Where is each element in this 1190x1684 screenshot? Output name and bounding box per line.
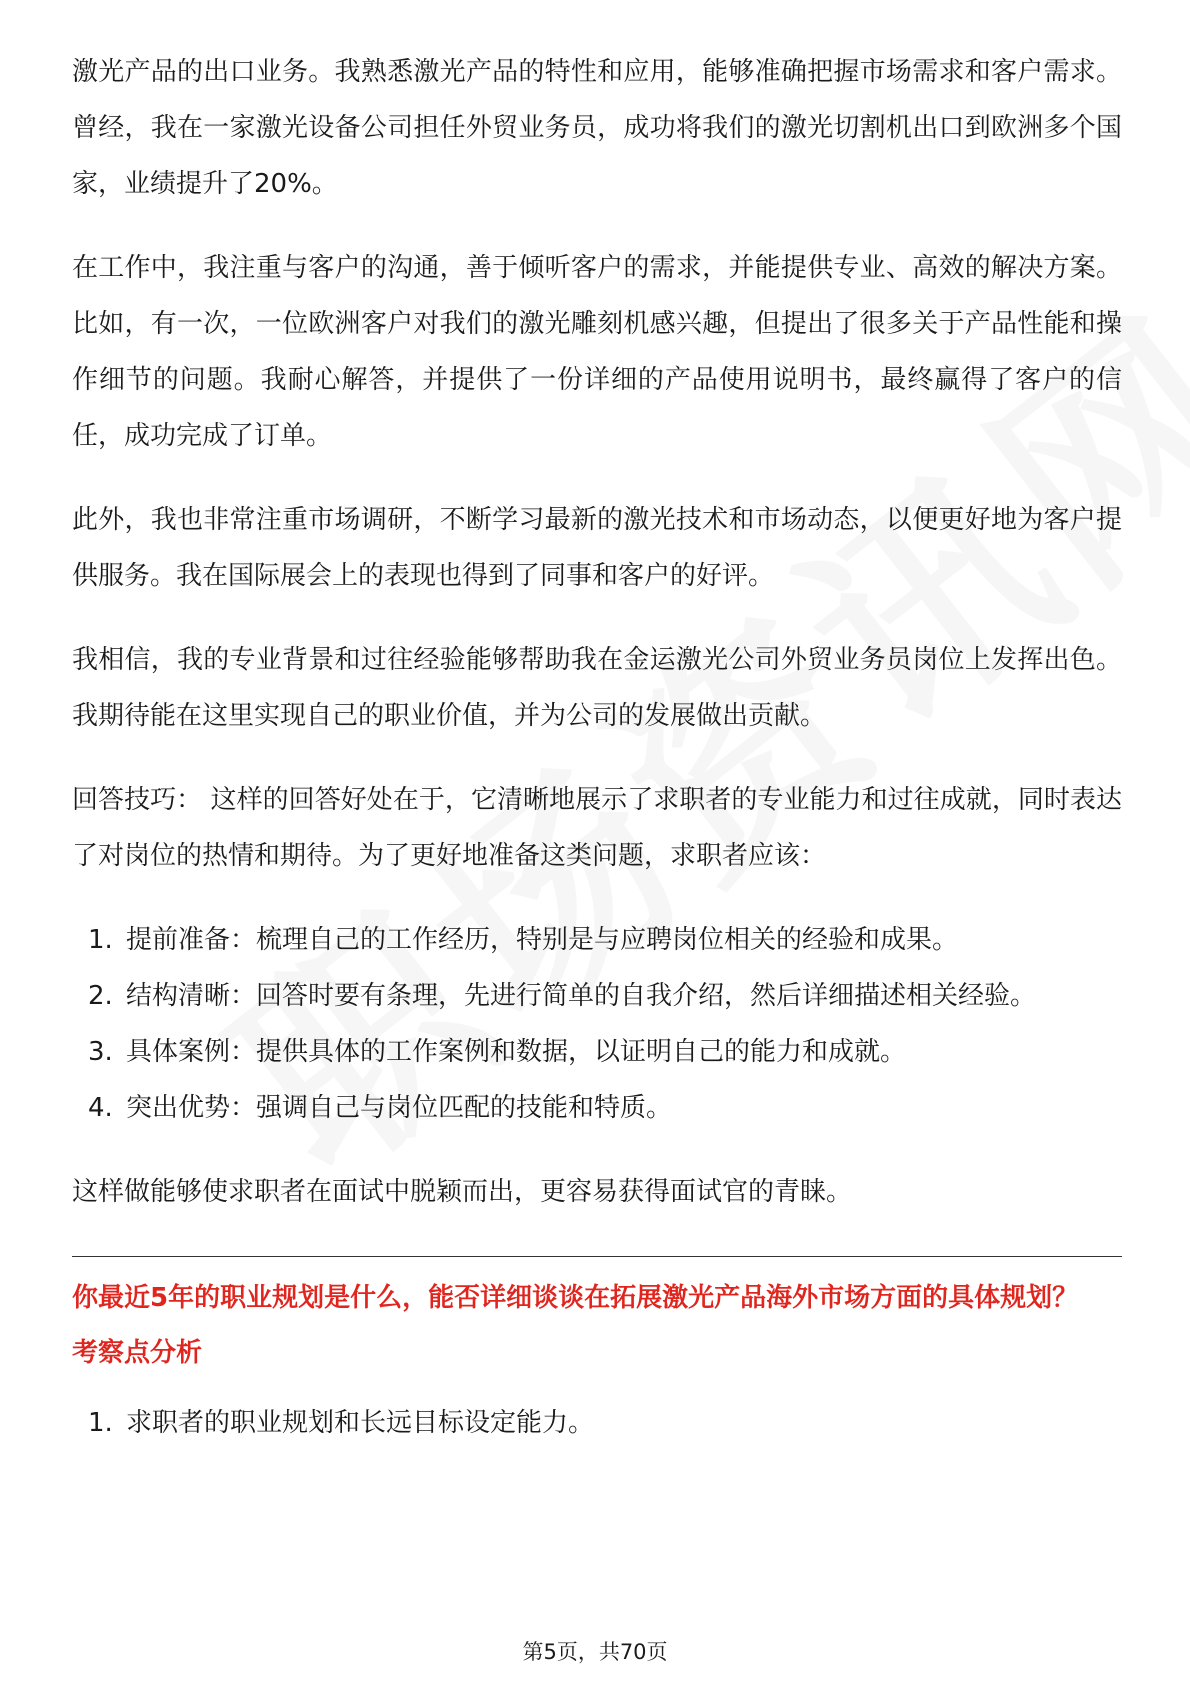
list-item-text: 具体案例：提供具体的工作案例和数据，以证明自己的能力和成就。 [126, 1037, 907, 1067]
answer-paragraph-2: 在工作中，我注重与客户的沟通，善于倾听客户的需求，并能提供专业、高效的解决方案。比如，有一次，一位欧洲客户对我们的激光雕刻机感兴趣，但提出了很多关于产品性能和操作细节的问题。我耐心解答，并提供了一份详细的产品使用说明书，最终赢得了客户的信任，成功完成了订单。 [72, 253, 1122, 451]
list-item-number: 2. [88, 981, 113, 1011]
closing-paragraph: 这样做能够使求职者在面试中脱颖而出，更容易获得面试官的青睐。 [72, 1177, 853, 1207]
analysis-list [72, 1395, 1122, 1451]
section-divider [72, 1256, 1122, 1257]
list-item-number: 1. [88, 1408, 113, 1438]
list-item-text: 结构清晰：回答时要有条理，先进行简单的自我介绍，然后详细描述相关经验。 [126, 981, 1037, 1011]
list-item-number: 4. [88, 1093, 113, 1123]
list-item-number: 1. [88, 925, 113, 955]
list-item [72, 1080, 1122, 1136]
answer-tips-intro: 回答技巧： 这样的回答好处在于，它清晰地展示了求职者的专业能力和过往成就，同时表达了对岗位的热情和期待。为了更好地准备这类问题，求职者应该： [72, 785, 1122, 871]
tips-list [72, 912, 1122, 1136]
list-item-text: 突出优势：强调自己与岗位匹配的技能和特质。 [126, 1093, 673, 1123]
list-item [72, 1024, 1122, 1080]
section-heading: 考察点分析 [72, 1338, 203, 1368]
interview-question: 你最近5年的职业规划是什么，能否详细谈谈在拓展激光产品海外市场方面的具体规划？ [72, 1283, 1079, 1313]
answer-paragraph-4: 我相信，我的专业背景和过往经验能够帮助我在金运激光公司外贸业务员岗位上发挥出色。我期待能在这里实现自己的职业价值，并为公司的发展做出贡献。 [72, 645, 1122, 731]
list-item [72, 1395, 1122, 1451]
list-item [72, 968, 1122, 1024]
answer-paragraph-1: 激光产品的出口业务。我熟悉激光产品的特性和应用，能够准确把握市场需求和客户需求。曾经，我在一家激光设备公司担任外贸业务员，成功将我们的激光切割机出口到欧洲多个国家，业绩提升了20%。 [72, 57, 1122, 199]
page-number: 第5页，共70页 [522, 1640, 668, 1664]
list-item [72, 912, 1122, 968]
list-item-number: 3. [88, 1037, 113, 1067]
document-body [72, 44, 1122, 1479]
list-item-text: 提前准备：梳理自己的工作经历，特别是与应聘岗位相关的经验和成果。 [126, 925, 959, 955]
list-item-text: 求职者的职业规划和长远目标设定能力。 [126, 1408, 595, 1438]
answer-paragraph-3: 此外，我也非常注重市场调研，不断学习最新的激光技术和市场动态，以便更好地为客户提供服务。我在国际展会上的表现也得到了同事和客户的好评。 [72, 505, 1122, 591]
